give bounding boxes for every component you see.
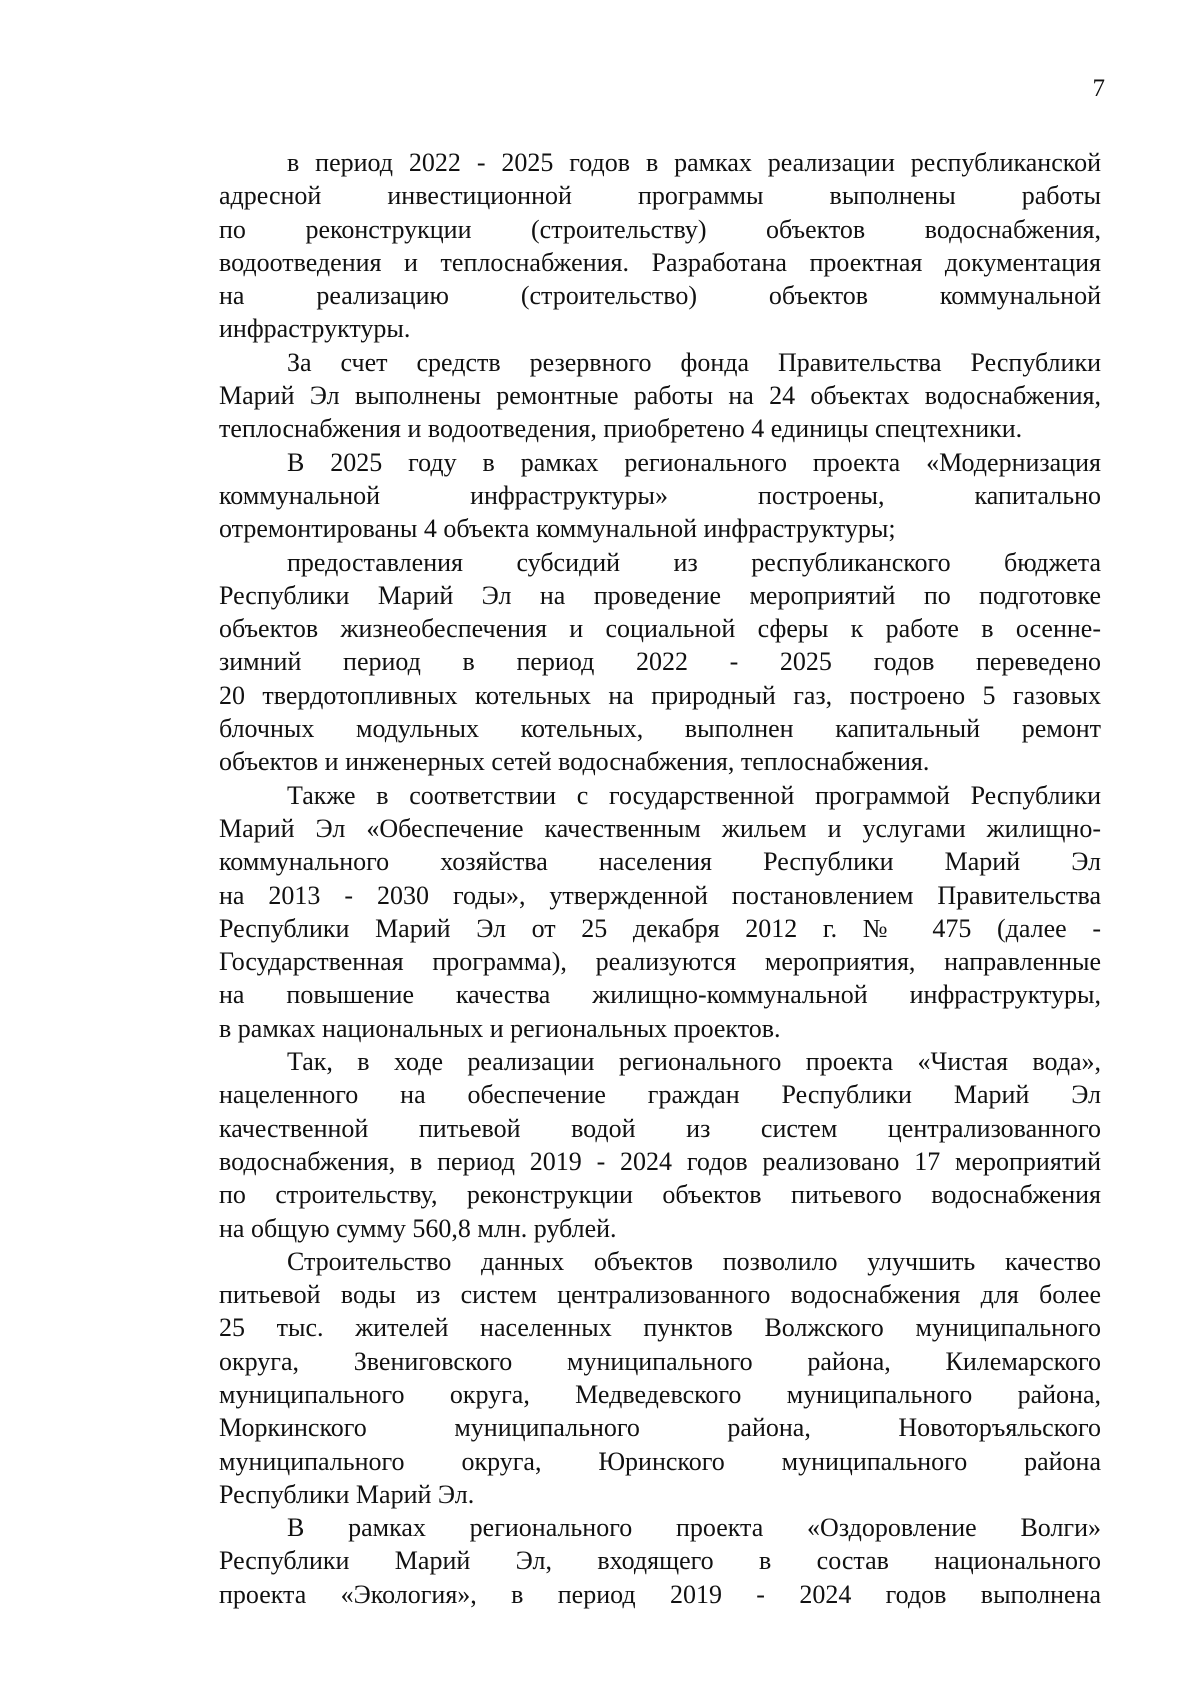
- text-line: блочных модульных котельных, выполнен капитальный ремонт: [219, 714, 1101, 744]
- text-line: Республики Марий Эл.: [219, 1479, 475, 1509]
- text-line: отремонтированы 4 объекта коммунальной инфраструктуры;: [219, 514, 896, 544]
- text-line: муниципального округа, Медведевского муниципального района,: [219, 1379, 1101, 1409]
- text-line: округа, Звениговского муниципального района, Килемарского: [219, 1346, 1101, 1376]
- text-line: Республики Марий Эл на проведение мероприятий по подготовке: [219, 580, 1101, 610]
- text-line: коммунальной инфраструктуры» построены, капитально: [219, 480, 1101, 510]
- text-line: коммунального хозяйства населения Республики Марий Эл: [219, 847, 1101, 877]
- text-line: проекта «Экология», в период 2019 - 2024 годов выполнена: [219, 1579, 1101, 1609]
- text-line: В рамках регионального проекта «Оздоровление Волги»: [287, 1513, 1101, 1543]
- text-line: качественной питьевой водой из систем централизованного: [219, 1113, 1101, 1143]
- text-line: по строительству, реконструкции объектов питьевого водоснабжения: [219, 1180, 1101, 1210]
- text-line: адресной инвестиционной программы выполнены работы: [219, 181, 1101, 211]
- body-text: [219, 146, 1101, 1611]
- text-line: объектов и инженерных сетей водоснабжения, теплоснабжения.: [219, 747, 930, 777]
- text-line: объектов жизнеобеспечения и социальной сферы к работе в осенне-: [219, 614, 1101, 644]
- text-line: на повышение качества жилищно-коммунальной инфраструктуры,: [219, 980, 1101, 1010]
- text-line: В 2025 году в рамках регионального проекта «Модернизация: [287, 447, 1101, 477]
- text-line: Также в соответствии с государственной программой Республики: [287, 780, 1101, 810]
- text-line: Республики Марий Эл, входящего в состав национального: [219, 1546, 1101, 1576]
- text-line: нацеленного на обеспечение граждан Республики Марий Эл: [219, 1080, 1101, 1110]
- text-line: на реализацию (строительство) объектов коммунальной: [219, 281, 1101, 311]
- text-line: по реконструкции (строительству) объектов водоснабжения,: [219, 214, 1101, 244]
- text-line: инфраструктуры.: [219, 314, 411, 344]
- text-line: теплоснабжения и водоотведения, приобретено 4 единицы спецтехники.: [219, 414, 1023, 444]
- text-line: на общую сумму 560,8 млн. рублей.: [219, 1213, 617, 1243]
- text-line: Республики Марий Эл от 25 декабря 2012 г. № 475 (далее -: [219, 913, 1101, 943]
- text-line: питьевой воды из систем централизованного водоснабжения для более: [219, 1280, 1101, 1310]
- text-line: водоснабжения, в период 2019 - 2024 годов реализовано 17 мероприятий: [219, 1146, 1101, 1176]
- text-line: За счет средств резервного фонда Правительства Республики: [287, 347, 1101, 377]
- text-line: Строительство данных объектов позволило улучшить качество: [287, 1246, 1101, 1276]
- text-line: зимний период в период 2022 - 2025 годов переведено: [219, 647, 1101, 677]
- text-line: Государственная программа), реализуются мероприятия, направленные: [219, 947, 1101, 977]
- text-line: на 2013 - 2030 годы», утвержденной постановлением Правительства: [219, 880, 1101, 910]
- text-line: в рамках национальных и региональных проектов.: [219, 1013, 781, 1043]
- text-line: в период 2022 - 2025 годов в рамках реализации республиканской: [287, 148, 1101, 177]
- text-line: Так, в ходе реализации регионального проекта «Чистая вода»,: [287, 1047, 1101, 1077]
- text-line: Моркинского муниципального района, Новоторъяльского: [219, 1413, 1101, 1443]
- page-number: 7: [1092, 75, 1105, 102]
- text-line: муниципального округа, Юринского муниципального района: [219, 1446, 1101, 1476]
- text-line: предоставления субсидий из республиканского бюджета: [287, 547, 1101, 577]
- text-line: 25 тыс. жителей населенных пунктов Волжского муниципального: [219, 1313, 1101, 1343]
- text-line: Марий Эл «Обеспечение качественным жильем и услугами жилищно-: [219, 813, 1101, 843]
- text-line: Марий Эл выполнены ремонтные работы на 24 объектах водоснабжения,: [219, 381, 1101, 411]
- text-line: водоотведения и теплоснабжения. Разработана проектная документация: [219, 247, 1101, 277]
- text-line: 20 твердотопливных котельных на природный газ, построено 5 газовых: [219, 680, 1101, 710]
